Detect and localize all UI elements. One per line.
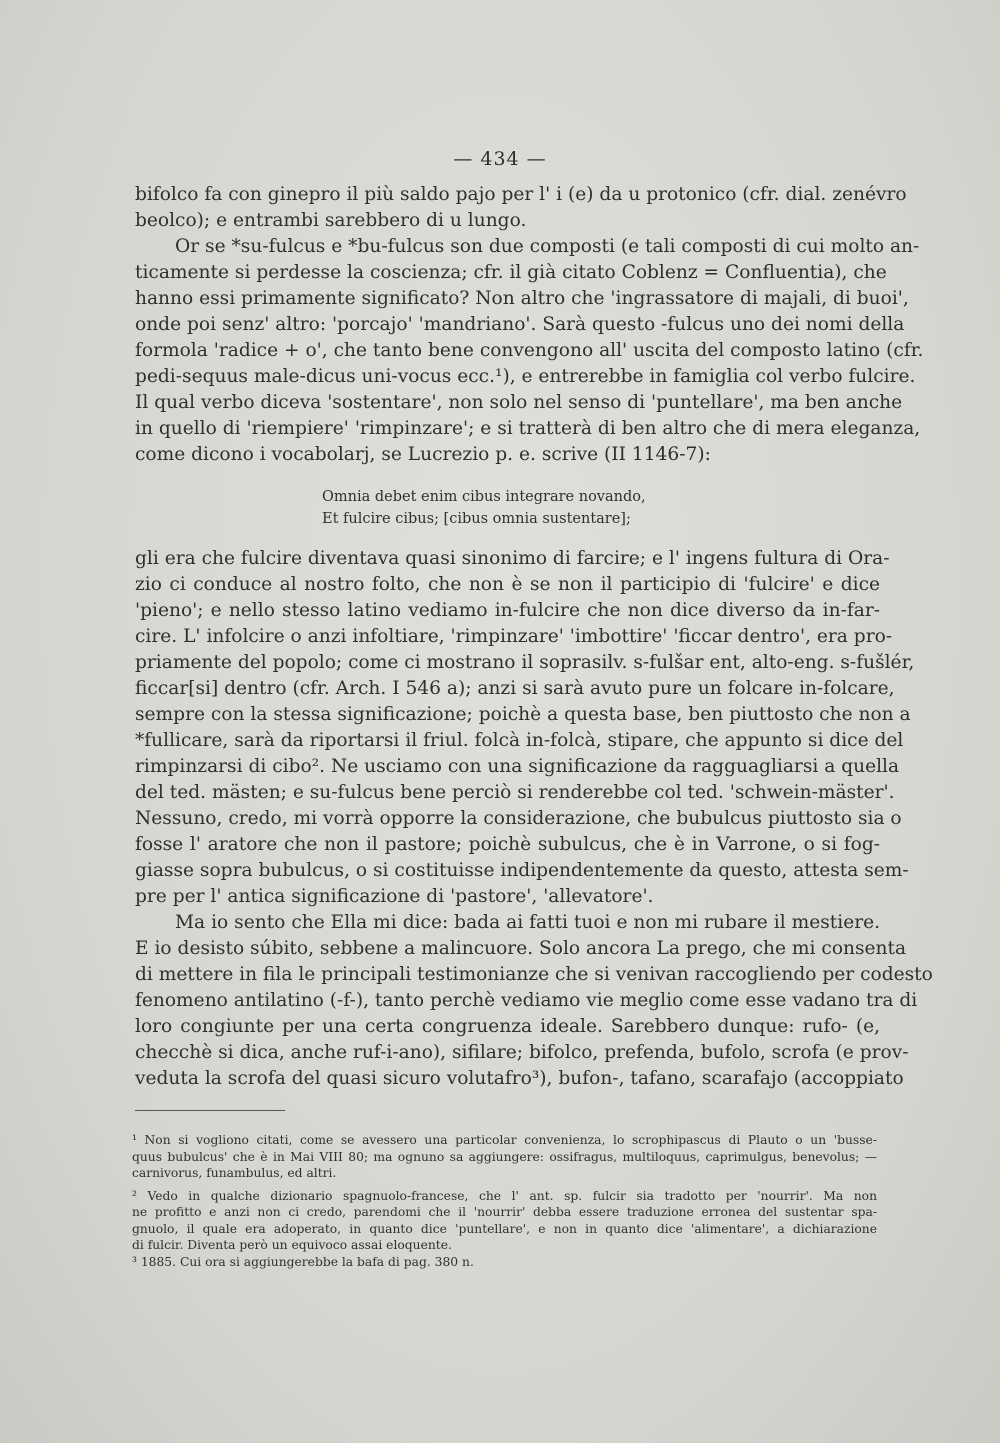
- text-line: veduta la scrofa del quasi sicuro volutafro³), bufon-, tafano, scarafajo (accoppiato: [135, 1068, 904, 1089]
- text-line: priamente del popolo; come ci mostrano il soprasilv. s-fulšar ent, alto-eng. s-fušlér,: [135, 652, 915, 673]
- lucretius-quote: [322, 486, 722, 530]
- quote-line: Et fulcire cibus; [cibus omnia sustentare];: [322, 511, 631, 527]
- footnote-line: ³ 1885. Cui ora si aggiungerebbe la bafa di pag. 380 n.: [132, 1254, 474, 1269]
- text-line: cire. L' infolcire o anzi infoltiare, 'rimpinzare' 'imbottire' 'ficcar dentro', era pro-: [135, 626, 893, 647]
- text-line: pre per l' antica significazione di 'pastore', 'allevatore'.: [135, 886, 654, 907]
- footnote-line: ne profitto e anzi non ci credo, parendomi che il 'nourrir' debba essere traduzione erronea del sustentar spa-: [132, 1205, 877, 1219]
- text-line: pedi-sequus male-dicus uni-vocus ecc.¹), e entrerebbe in famiglia col verbo fulcire.: [135, 366, 916, 387]
- text-line: *fullicare, sarà da riportarsi il friul. folcà in-folcà, stipare, che appunto si dice del: [135, 730, 904, 751]
- text-line: gli era che fulcire diventava quasi sinonimo di farcire; e l' ingens fultura di Ora-: [135, 548, 890, 569]
- text-line: ficcar[si] dentro (cfr. Arch. I 546 a); anzi si sarà avuto pure un folcare in-folcare,: [135, 678, 895, 699]
- text-line: sempre con la stessa significazione; poichè a questa base, ben piuttosto che non a: [135, 704, 911, 725]
- text-line: Ma io sento che Ella mi dice: bada ai fatti tuoi e non mi rubare il mestiere.: [175, 912, 880, 933]
- text-line: checchè si dica, anche ruf-i-ano), sifilare; bifolco, prefenda, bufolo, scrofa (e prov-: [135, 1042, 909, 1063]
- text-line: hanno essi primamente significato? Non altro che 'ingrassatore di majali, di buoi',: [135, 288, 909, 309]
- text-line: di mettere in fila le principali testimonianze che si venivan raccogliendo per codesto: [135, 964, 933, 985]
- footnote-line: ¹ Non si vogliono citati, come se avessero una particolar convenienza, lo scrophipascus di Plauto o un 'busse-: [132, 1133, 877, 1147]
- text-line: beolco); e entrambi sarebbero di u lungo.: [135, 210, 527, 231]
- text-line: come dicono i vocabolarj, se Lucrezio p. e. scrive (II 1146-7):: [135, 444, 711, 465]
- text-line: loro congiunte per una certa congruenza ideale. Sarebbero dunque: rufo- (e,: [135, 1016, 880, 1037]
- footnote-line: quus bubulcus' che è in Mai VIII 80; ma ognuno sa aggiungere: ossifragus, multiloquus, caprimulgus, benevolus; —: [132, 1149, 877, 1164]
- text-line: in quello di 'riempiere' 'rimpinzare'; e si tratterà di ben altro che di mera eleganza,: [135, 418, 921, 439]
- quote-line: Omnia debet enim cibus integrare novando,: [322, 489, 646, 505]
- text-line: onde poi senz' altro: 'porcajo' 'mandriano'. Sarà questo -fulcus uno dei nomi della: [135, 314, 905, 335]
- footnote-line: gnuolo, il quale era adoperato, in quanto dice 'puntellare', e non in quanto dice 'alimentare', a dichiarazione: [132, 1221, 877, 1236]
- text-line: del ted. mästen; e su-fulcus bene perciò si renderebbe col ted. 'schwein-mäster'.: [135, 782, 895, 803]
- text-line: 'pieno'; e nello stesso latino vediamo in-fulcire che non dice diverso da in-far-: [135, 600, 880, 621]
- page-number: — 434 —: [453, 148, 547, 170]
- footnote-divider: [135, 1110, 285, 1111]
- main-text-bottom: [135, 546, 933, 1092]
- main-text-top: [135, 182, 924, 468]
- footnote-line: di fulcir. Diventa però un equivoco assai eloquente.: [132, 1238, 452, 1252]
- text-line: fenomeno antilatino (-f-), tanto perchè vediamo vie meglio come esse vadano tra di: [135, 990, 918, 1011]
- text-line: bifolco fa con ginepro il più saldo pajo per l' i (e) da u protonico (cfr. dial. zenévro: [135, 184, 907, 205]
- text-line: Nessuno, credo, mi vorrà opporre la considerazione, che bubulcus piuttosto sia o: [135, 808, 902, 829]
- text-line: rimpinzarsi di cibo². Ne usciamo con una significazione da ragguagliarsi a quella: [135, 756, 900, 777]
- text-line: giasse sopra bubulcus, o si costituisse indipendentemente da questo, attesta sem-: [135, 860, 909, 881]
- text-line: formola 'radice + o', che tanto bene convengono all' uscita del composto latino (cfr.: [135, 340, 924, 361]
- text-line: Or se *su-fulcus e *bu-fulcus son due composti (e tali composti di cui molto an-: [175, 236, 920, 257]
- footnotes: [132, 1132, 877, 1270]
- text-line: zio ci conduce al nostro folto, che non è se non il participio di 'fulcire' e dice: [135, 574, 880, 595]
- text-line: E io desisto súbito, sebbene a malincuore. Solo ancora La prego, che mi consenta: [135, 938, 907, 959]
- text-line: ticamente si perdesse la coscienza; cfr. il già citato Coblenz = Confluentia), che: [135, 262, 887, 283]
- footnote-line: ² Vedo in qualche dizionario spagnuolo-francese, che l' ant. sp. fulcir sia tradotto per 'nourrir'. Ma non: [132, 1188, 877, 1203]
- footnote-line: carnivorus, funambulus, ed altri.: [132, 1166, 337, 1180]
- text-line: fosse l' aratore che non il pastore; poichè subulcus, che è in Varrone, o si fog-: [135, 834, 880, 855]
- text-line: Il qual verbo diceva 'sostentare', non solo nel senso di 'puntellare', ma ben anche: [135, 392, 903, 413]
